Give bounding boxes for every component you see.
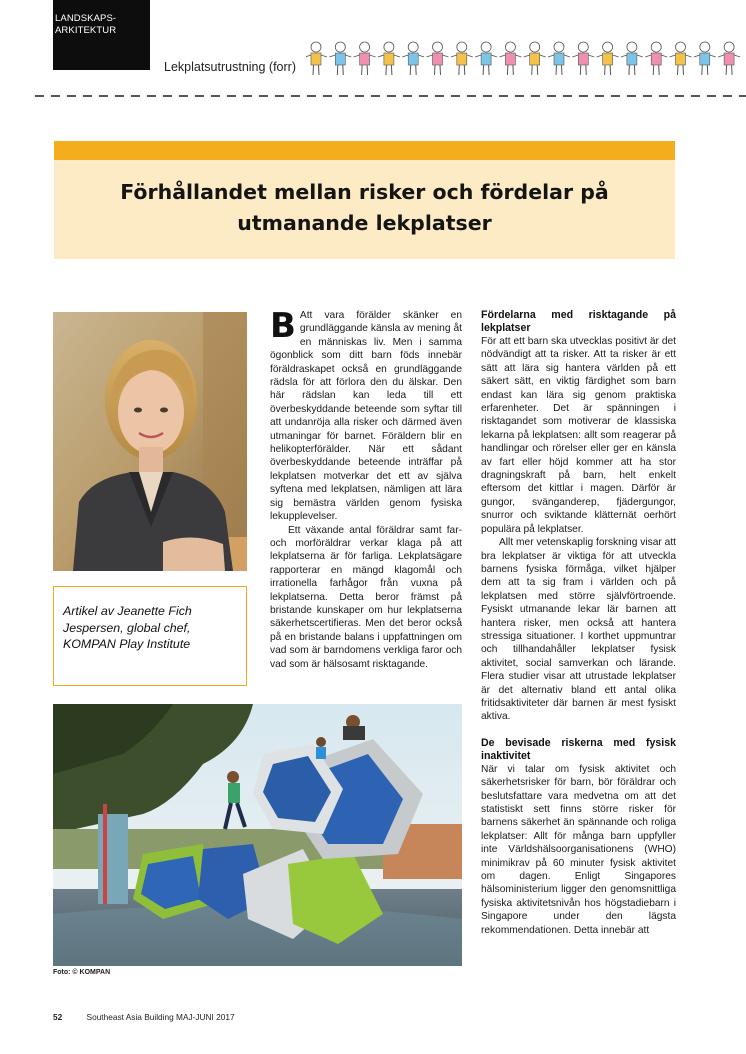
- child-figure-icon: [548, 42, 570, 75]
- child-figure-icon: [645, 42, 667, 75]
- drop-cap: B: [270, 306, 296, 346]
- banner-stripe: [54, 141, 675, 160]
- section-tag: [53, 0, 150, 70]
- author-portrait: [53, 312, 247, 571]
- child-figure-icon: [572, 42, 594, 75]
- article-column-1: [270, 306, 462, 671]
- section-tag-line2: ARKITEKTUR: [55, 25, 117, 36]
- dashed-divider: [35, 95, 746, 97]
- subheading-benefits: Fördelarna med risktagande på lekplatser: [481, 309, 676, 334]
- page-number: 52: [53, 1012, 63, 1022]
- headline-line2: utmanande lekplatser: [237, 211, 492, 235]
- author-caption-box: [53, 586, 247, 686]
- child-figure-icon: [451, 42, 473, 75]
- child-figure-icon: [378, 42, 400, 75]
- section-tag-line1: LANDSKAPS-: [55, 13, 117, 24]
- child-figure-icon: [694, 42, 716, 75]
- paragraph: För att ett barn ska utvecklas positivt är det nödvändigt att ta risker. Att ta risker är ett sätt att lära sig hantera världen på ett säkert sätt, en viktig färdighet som barn endast kan lära sig genom praktiska erfarenheter. Det är spänningen i risktagandet som motiverar de klassiska lekarna på lekplatsen: allt som reagerar på handlingar och rörelser eller ger en känsla av fart eller höjd kommer att ha stor dragningskraft på barn, helt enkelt eftersom det kittlar i magen. Därför är gungor, svänganderep, fjädergungor, snurror och sviktande klätternät oerhört populära på lekplatser.: [481, 336, 676, 535]
- child-figure-icon: [306, 42, 327, 75]
- headline-line1: Förhållandet mellan risker och fördelar på: [120, 180, 609, 204]
- playground-photo: [53, 704, 462, 966]
- child-figure-icon: [427, 42, 449, 75]
- child-figure-icon: [354, 42, 376, 75]
- section-title: Lekplatsutrustning (forr): [164, 60, 297, 74]
- photo-credit: Foto: © KOMPAN: [53, 969, 111, 976]
- subheading-inactivity: De bevisade riskerna med fysisk inaktivitet: [481, 736, 676, 762]
- intro-paragraph: [270, 306, 462, 524]
- paragraph: Allt mer vetenskaplig forskning visar att bra lekplatser är viktiga för att utveckla barnens fysiska förmåga, vilket hjälper dem att ta sig fram i världen och på lekplatsen med större självförtroende. Fysiskt utmanande lekar lär barnen att hantera risker, men också att hantera stressiga situationer. I korthet uppmuntrar och tillhandahåller lekplatser fysisk aktivitet, social samverkan och lärande. Flera studier visar att utrustade lekplatser är det alternativ bland ett antal olika fritidsaktiviteter där barnen är mest fysiskt aktiva.: [481, 537, 676, 723]
- children-illustration: [306, 40, 746, 80]
- article-column-2: [481, 309, 676, 937]
- headline-banner: [54, 160, 675, 259]
- paragraph: Ett växande antal föräldrar samt far- och morföräldrar verkar klaga på att lekplatserna är för farliga. Lekplatsägare rapporterar en mängd klagomål och irrationella farhågor från vuxna på lekplatserna. Detta beror främst på bristande kunskaper om hur lekplatserna säkerhetscertifieras. Men det beror också på en bristande balans i uppfattningen om vad som är barndomens verkliga faror och vad som är hälsosamt risktagande.: [270, 524, 462, 670]
- paragraph: När vi talar om fysisk aktivitet och säkerhetsrisker för barn, bör föräldrar och beslutsfattare vara medvetna om att det statistiskt sett finns större risker för barnens säkerhet än spännande och roliga lekplatser: Allt för många barn uppfyller inte Världshälsoorganisationens (WHO) minimikrav på 60 minuter fysisk aktivitet om dagen. Enligt Singapores hälsoministerium ligger den genomsnittliga fysiska aktivitetsnivån hos högstadiebarn i Singapore under den lägsta rekommendationen. Detta innebär att: [481, 763, 676, 936]
- child-figure-icon: [329, 42, 351, 75]
- child-figure-icon: [621, 42, 643, 75]
- child-figure-icon: [597, 42, 619, 75]
- intro-text: Att vara förälder skänker en grundläggande känsla av mening åt en människas liv. Men i samma ögonblick som ditt barn föds innebär föräldraskapet också en grundläggande rädsla för att förlora den du älskar. Den här rädslan kan leda till ett överbeskyddande beteende som syftar till att undanröja alla risker och därmed även utmaningar för barnet. Föräldern blir en helikopterförälder. När ett sådant överbeskyddande beteende inträffar på lekplatsen motverkar det ett av själva syftena med lekplatsen, nämligen att lära sig bemästra världen genom fysiska lekupplevelser.: [270, 310, 462, 523]
- publication-name: Southeast Asia Building MAJ-JUNI 2017: [86, 1012, 235, 1022]
- child-figure-icon: [718, 42, 740, 75]
- child-figure-icon: [670, 42, 692, 75]
- child-figure-icon: [524, 42, 546, 75]
- author-caption: Artikel av Jeanette Fich Jespersen, global chef, KOMPAN Play Institute: [63, 604, 192, 651]
- child-figure-icon: [402, 42, 424, 75]
- page-footer: [53, 1012, 235, 1022]
- article-headline: [54, 177, 675, 239]
- child-figure-icon: [499, 42, 521, 75]
- child-figure-icon: [475, 42, 497, 75]
